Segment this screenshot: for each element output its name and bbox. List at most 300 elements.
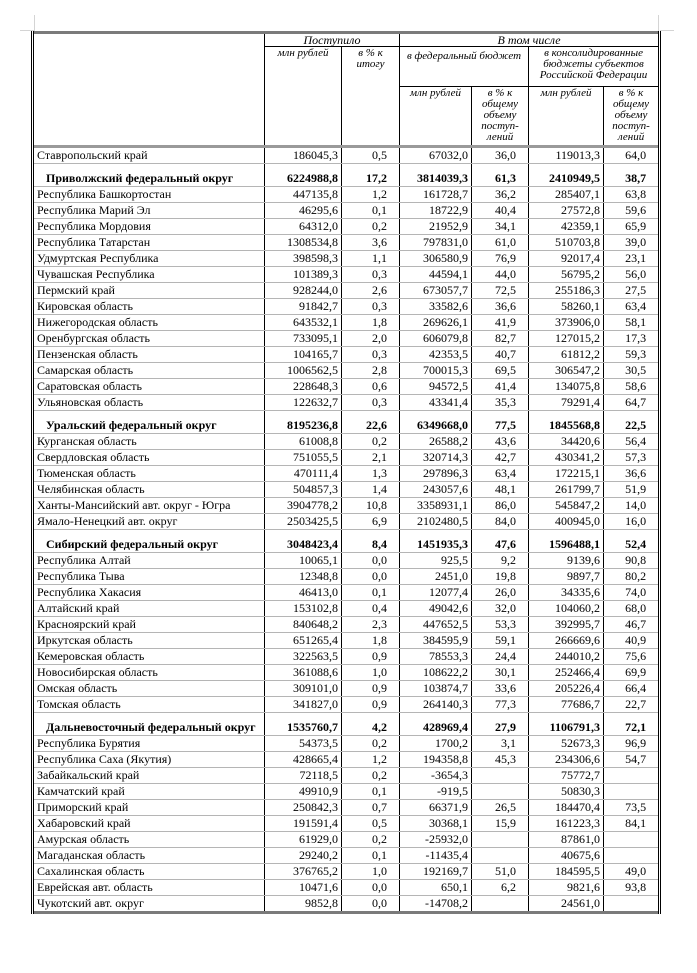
table-row: [33, 379, 660, 395]
federal-mln-cell: 700015,3: [400, 363, 472, 379]
received-pct-cell: 0,9: [342, 697, 400, 713]
federal-pct-cell: 15,9: [472, 816, 529, 832]
federal-pct-cell: 26,5: [472, 800, 529, 816]
federal-mln-cell: 26588,2: [400, 434, 472, 450]
federal-pct-cell: 36,2: [472, 187, 529, 203]
consolidated-pct-cell: 93,8: [604, 880, 660, 896]
received-pct-cell: 0,3: [342, 267, 400, 283]
consolidated-mln-cell: 127015,2: [529, 331, 604, 347]
region-name-cell: Камчатский край: [33, 784, 265, 800]
federal-mln-cell: -25932,0: [400, 832, 472, 848]
received-mln-cell: 228648,3: [265, 379, 342, 395]
table-row: [33, 267, 660, 283]
consolidated-pct-cell: 63,4: [604, 299, 660, 315]
received-mln-cell: 122632,7: [265, 395, 342, 411]
federal-mln-cell: 192169,7: [400, 864, 472, 880]
consolidated-pct-cell: 39,0: [604, 235, 660, 251]
district-row: [33, 164, 660, 187]
region-name-cell: Красноярский край: [33, 617, 265, 633]
header-consolidated-budgets: в консолидированные бюджеты субъектов Российской Федерации: [529, 47, 660, 87]
federal-mln-cell: 42353,5: [400, 347, 472, 363]
region-name-cell: Республика Тыва: [33, 569, 265, 585]
region-name-cell: Курганская область: [33, 434, 265, 450]
received-pct-cell: 2,8: [342, 363, 400, 379]
federal-mln-cell: 428969,4: [400, 713, 472, 736]
region-name-cell: Тюменская область: [33, 466, 265, 482]
federal-mln-cell: 1700,2: [400, 736, 472, 752]
received-mln-cell: 398598,3: [265, 251, 342, 267]
received-mln-cell: 29240,2: [265, 848, 342, 864]
consolidated-pct-cell: 49,0: [604, 864, 660, 880]
received-pct-cell: 0,1: [342, 784, 400, 800]
federal-mln-cell: 66371,9: [400, 800, 472, 816]
table-row: [33, 784, 660, 800]
region-name-cell: Республика Марий Эл: [33, 203, 265, 219]
crop-mark-top-right-h: [660, 30, 674, 31]
region-name-cell: Иркутская область: [33, 633, 265, 649]
consolidated-mln-cell: 42359,1: [529, 219, 604, 235]
received-pct-cell: 2,6: [342, 283, 400, 299]
received-pct-cell: 0,3: [342, 299, 400, 315]
received-pct-cell: 0,6: [342, 379, 400, 395]
consolidated-mln-cell: 77686,7: [529, 697, 604, 713]
consolidated-mln-cell: 234306,6: [529, 752, 604, 768]
consolidated-mln-cell: 255186,3: [529, 283, 604, 299]
header-region-blank: [33, 33, 265, 147]
received-pct-cell: 0,5: [342, 147, 400, 164]
received-mln-cell: 733095,1: [265, 331, 342, 347]
received-pct-cell: 0,5: [342, 816, 400, 832]
federal-mln-cell: 264140,3: [400, 697, 472, 713]
crop-mark-top-right-v: [658, 15, 659, 32]
federal-pct-cell: 53,3: [472, 617, 529, 633]
header-federal-budget: в федеральный бюджет: [400, 47, 529, 87]
region-name-cell: Алтайский край: [33, 601, 265, 617]
table-row: [33, 697, 660, 713]
consolidated-mln-cell: 52673,3: [529, 736, 604, 752]
region-name-cell: Республика Мордовия: [33, 219, 265, 235]
federal-pct-cell: 3,1: [472, 736, 529, 752]
table-row: [33, 768, 660, 784]
received-mln-cell: 428665,4: [265, 752, 342, 768]
received-mln-cell: 751055,5: [265, 450, 342, 466]
federal-pct-cell: 27,9: [472, 713, 529, 736]
consolidated-pct-cell: 74,0: [604, 585, 660, 601]
federal-mln-cell: 161728,7: [400, 187, 472, 203]
region-name-cell: Забайкальский край: [33, 768, 265, 784]
received-mln-cell: 504857,3: [265, 482, 342, 498]
consolidated-pct-cell: [604, 784, 660, 800]
federal-mln-cell: 447652,5: [400, 617, 472, 633]
received-pct-cell: 6,9: [342, 514, 400, 530]
federal-mln-cell: 3358931,1: [400, 498, 472, 514]
federal-pct-cell: 61,3: [472, 164, 529, 187]
received-pct-cell: 1,4: [342, 482, 400, 498]
region-name-cell: Пензенская область: [33, 347, 265, 363]
federal-pct-cell: [472, 848, 529, 864]
region-name-cell: Республика Бурятия: [33, 736, 265, 752]
received-pct-cell: 0,1: [342, 203, 400, 219]
consolidated-mln-cell: 184595,5: [529, 864, 604, 880]
received-pct-cell: 1,2: [342, 187, 400, 203]
federal-pct-cell: 86,0: [472, 498, 529, 514]
federal-pct-cell: 84,0: [472, 514, 529, 530]
consolidated-mln-cell: 266669,6: [529, 633, 604, 649]
received-pct-cell: 10,8: [342, 498, 400, 514]
federal-mln-cell: 78553,3: [400, 649, 472, 665]
region-name-cell: Самарская область: [33, 363, 265, 379]
consolidated-mln-cell: 104060,2: [529, 601, 604, 617]
consolidated-pct-cell: [604, 832, 660, 848]
received-mln-cell: 322563,5: [265, 649, 342, 665]
received-pct-cell: 0,0: [342, 880, 400, 896]
region-name-cell: Томская область: [33, 697, 265, 713]
consolidated-mln-cell: 27572,8: [529, 203, 604, 219]
table-row: [33, 848, 660, 864]
consolidated-mln-cell: 285407,1: [529, 187, 604, 203]
district-row: [33, 411, 660, 434]
table-row: [33, 331, 660, 347]
table-body: [33, 147, 660, 913]
federal-mln-cell: 103874,7: [400, 681, 472, 697]
received-mln-cell: 651265,4: [265, 633, 342, 649]
federal-mln-cell: -919,5: [400, 784, 472, 800]
consolidated-pct-cell: 27,5: [604, 283, 660, 299]
federal-mln-cell: 1451935,3: [400, 530, 472, 553]
consolidated-mln-cell: 252466,4: [529, 665, 604, 681]
table-row: [33, 251, 660, 267]
federal-mln-cell: 44594,1: [400, 267, 472, 283]
consolidated-pct-cell: 75,6: [604, 649, 660, 665]
federal-pct-cell: 36,0: [472, 147, 529, 164]
header-including: В том числе: [400, 33, 660, 47]
received-pct-cell: 1,1: [342, 251, 400, 267]
received-mln-cell: 1308534,8: [265, 235, 342, 251]
consolidated-pct-cell: [604, 896, 660, 913]
region-name-cell: Кемеровская область: [33, 649, 265, 665]
federal-mln-cell: 49042,6: [400, 601, 472, 617]
region-name-cell: Хабаровский край: [33, 816, 265, 832]
received-pct-cell: 0,2: [342, 736, 400, 752]
region-name-cell: Республика Саха (Якутия): [33, 752, 265, 768]
received-pct-cell: 22,6: [342, 411, 400, 434]
federal-pct-cell: 40,7: [472, 347, 529, 363]
received-pct-cell: 0,1: [342, 585, 400, 601]
consolidated-pct-cell: 68,0: [604, 601, 660, 617]
region-name-cell: Ханты-Мансийский авт. округ - Югра: [33, 498, 265, 514]
received-pct-cell: 0,9: [342, 681, 400, 697]
table-row: [33, 219, 660, 235]
received-mln-cell: 104165,7: [265, 347, 342, 363]
consolidated-pct-cell: 66,4: [604, 681, 660, 697]
received-mln-cell: 376765,2: [265, 864, 342, 880]
received-pct-cell: 1,0: [342, 665, 400, 681]
table-row: [33, 482, 660, 498]
consolidated-mln-cell: 400945,0: [529, 514, 604, 530]
table-row: [33, 896, 660, 913]
received-pct-cell: 1,0: [342, 864, 400, 880]
consolidated-pct-cell: 40,9: [604, 633, 660, 649]
federal-mln-cell: 297896,3: [400, 466, 472, 482]
consolidated-mln-cell: 87861,0: [529, 832, 604, 848]
region-name-cell: Уральский федеральный округ: [33, 411, 265, 434]
received-pct-cell: 8,4: [342, 530, 400, 553]
federal-pct-cell: 77,3: [472, 697, 529, 713]
consolidated-pct-cell: 16,0: [604, 514, 660, 530]
federal-mln-cell: 108622,2: [400, 665, 472, 681]
consolidated-mln-cell: 40675,6: [529, 848, 604, 864]
consolidated-pct-cell: 23,1: [604, 251, 660, 267]
table-row: [33, 585, 660, 601]
consolidated-mln-cell: 119013,3: [529, 147, 604, 164]
received-pct-cell: 0,0: [342, 569, 400, 585]
federal-pct-cell: 47,6: [472, 530, 529, 553]
crop-mark-top-left-v: [34, 15, 35, 32]
table-row: [33, 147, 660, 164]
consolidated-pct-cell: 63,8: [604, 187, 660, 203]
table-row: [33, 395, 660, 411]
consolidated-mln-cell: 2410949,5: [529, 164, 604, 187]
consolidated-mln-cell: 92017,4: [529, 251, 604, 267]
federal-mln-cell: 797831,0: [400, 235, 472, 251]
consolidated-pct-cell: 46,7: [604, 617, 660, 633]
federal-mln-cell: 3814039,3: [400, 164, 472, 187]
consolidated-pct-cell: 58,6: [604, 379, 660, 395]
region-name-cell: Омская область: [33, 681, 265, 697]
federal-mln-cell: 94572,5: [400, 379, 472, 395]
received-pct-cell: 0,0: [342, 896, 400, 913]
consolidated-mln-cell: 373906,0: [529, 315, 604, 331]
federal-pct-cell: 72,5: [472, 283, 529, 299]
consolidated-pct-cell: 64,7: [604, 395, 660, 411]
header-cons-mln: млн рублей: [529, 87, 604, 147]
federal-pct-cell: 26,0: [472, 585, 529, 601]
received-mln-cell: 61929,0: [265, 832, 342, 848]
region-name-cell: Нижегородская область: [33, 315, 265, 331]
received-pct-cell: 0,2: [342, 832, 400, 848]
federal-mln-cell: 673057,7: [400, 283, 472, 299]
received-mln-cell: 72118,5: [265, 768, 342, 784]
received-mln-cell: 8195236,8: [265, 411, 342, 434]
received-mln-cell: 10471,6: [265, 880, 342, 896]
consolidated-pct-cell: 30,5: [604, 363, 660, 379]
received-pct-cell: 4,2: [342, 713, 400, 736]
region-name-cell: Оренбургская область: [33, 331, 265, 347]
federal-pct-cell: 41,9: [472, 315, 529, 331]
consolidated-pct-cell: 90,8: [604, 553, 660, 569]
consolidated-pct-cell: 22,5: [604, 411, 660, 434]
federal-mln-cell: 606079,8: [400, 331, 472, 347]
table-row: [33, 880, 660, 896]
received-mln-cell: 341827,0: [265, 697, 342, 713]
federal-pct-cell: 63,4: [472, 466, 529, 482]
table-row: [33, 514, 660, 530]
region-name-cell: Сахалинская область: [33, 864, 265, 880]
table-row: [33, 832, 660, 848]
consolidated-mln-cell: 184470,4: [529, 800, 604, 816]
consolidated-mln-cell: 261799,7: [529, 482, 604, 498]
federal-mln-cell: -14708,2: [400, 896, 472, 913]
consolidated-pct-cell: 64,0: [604, 147, 660, 164]
federal-mln-cell: 21952,9: [400, 219, 472, 235]
received-mln-cell: 447135,8: [265, 187, 342, 203]
table-row: [33, 736, 660, 752]
table-row: [33, 315, 660, 331]
federal-pct-cell: 40,4: [472, 203, 529, 219]
federal-mln-cell: 18722,9: [400, 203, 472, 219]
consolidated-pct-cell: 22,7: [604, 697, 660, 713]
received-mln-cell: 49910,9: [265, 784, 342, 800]
federal-mln-cell: 12077,4: [400, 585, 472, 601]
consolidated-pct-cell: [604, 848, 660, 864]
table-row: [33, 553, 660, 569]
received-pct-cell: 0,1: [342, 848, 400, 864]
received-mln-cell: 153102,8: [265, 601, 342, 617]
consolidated-pct-cell: 72,1: [604, 713, 660, 736]
region-name-cell: Чувашская Республика: [33, 267, 265, 283]
federal-mln-cell: 2451,0: [400, 569, 472, 585]
federal-pct-cell: 45,3: [472, 752, 529, 768]
consolidated-mln-cell: 545847,2: [529, 498, 604, 514]
table-row: [33, 649, 660, 665]
received-pct-cell: 0,2: [342, 219, 400, 235]
federal-pct-cell: 76,9: [472, 251, 529, 267]
region-name-cell: Магаданская область: [33, 848, 265, 864]
received-pct-cell: 1,2: [342, 752, 400, 768]
region-name-cell: Новосибирская область: [33, 665, 265, 681]
federal-pct-cell: 9,2: [472, 553, 529, 569]
table-row: [33, 665, 660, 681]
consolidated-pct-cell: [604, 768, 660, 784]
consolidated-mln-cell: 510703,8: [529, 235, 604, 251]
consolidated-pct-cell: 59,3: [604, 347, 660, 363]
received-mln-cell: 643532,1: [265, 315, 342, 331]
consolidated-pct-cell: 65,9: [604, 219, 660, 235]
received-mln-cell: 470111,4: [265, 466, 342, 482]
consolidated-mln-cell: 244010,2: [529, 649, 604, 665]
district-row: [33, 713, 660, 736]
federal-mln-cell: 650,1: [400, 880, 472, 896]
table-row: [33, 363, 660, 379]
consolidated-pct-cell: 17,3: [604, 331, 660, 347]
federal-mln-cell: 2102480,5: [400, 514, 472, 530]
received-mln-cell: 361088,6: [265, 665, 342, 681]
consolidated-mln-cell: 161223,3: [529, 816, 604, 832]
region-name-cell: Республика Хакасия: [33, 585, 265, 601]
region-name-cell: Сибирский федеральный округ: [33, 530, 265, 553]
consolidated-mln-cell: 50830,3: [529, 784, 604, 800]
table-row: [33, 299, 660, 315]
consolidated-mln-cell: 58260,1: [529, 299, 604, 315]
federal-pct-cell: 19,8: [472, 569, 529, 585]
received-mln-cell: 46413,0: [265, 585, 342, 601]
table-row: [33, 347, 660, 363]
region-name-cell: Еврейская авт. область: [33, 880, 265, 896]
consolidated-mln-cell: 1845568,8: [529, 411, 604, 434]
received-pct-cell: 2,1: [342, 450, 400, 466]
region-name-cell: Удмуртская Республика: [33, 251, 265, 267]
federal-mln-cell: 194358,8: [400, 752, 472, 768]
region-name-cell: Чукотский авт. округ: [33, 896, 265, 913]
federal-pct-cell: 44,0: [472, 267, 529, 283]
consolidated-mln-cell: 24561,0: [529, 896, 604, 913]
consolidated-mln-cell: 392995,7: [529, 617, 604, 633]
header-received-pct: в % к итогу: [342, 47, 400, 147]
region-name-cell: Саратовская область: [33, 379, 265, 395]
federal-mln-cell: -11435,4: [400, 848, 472, 864]
consolidated-mln-cell: 9897,7: [529, 569, 604, 585]
received-mln-cell: 191591,4: [265, 816, 342, 832]
consolidated-mln-cell: 61812,2: [529, 347, 604, 363]
header-received-mln: млн рублей: [265, 47, 342, 147]
region-name-cell: Свердловская область: [33, 450, 265, 466]
table-row: [33, 434, 660, 450]
table-row: [33, 203, 660, 219]
consolidated-mln-cell: 79291,4: [529, 395, 604, 411]
header-received: Поступило: [265, 33, 400, 47]
consolidated-pct-cell: 54,7: [604, 752, 660, 768]
consolidated-pct-cell: 56,0: [604, 267, 660, 283]
region-name-cell: Ульяновская область: [33, 395, 265, 411]
received-mln-cell: 1535760,7: [265, 713, 342, 736]
federal-mln-cell: 306580,9: [400, 251, 472, 267]
consolidated-mln-cell: 56795,2: [529, 267, 604, 283]
federal-mln-cell: 33582,6: [400, 299, 472, 315]
table-row: [33, 450, 660, 466]
received-mln-cell: 928244,0: [265, 283, 342, 299]
received-pct-cell: 1,8: [342, 315, 400, 331]
consolidated-mln-cell: 34420,6: [529, 434, 604, 450]
federal-pct-cell: 35,3: [472, 395, 529, 411]
received-mln-cell: 840648,2: [265, 617, 342, 633]
header-cons-pct: в % к общему объему поступ-лений: [604, 87, 660, 147]
table-row: [33, 569, 660, 585]
federal-pct-cell: 69,5: [472, 363, 529, 379]
consolidated-pct-cell: 58,1: [604, 315, 660, 331]
federal-mln-cell: 30368,1: [400, 816, 472, 832]
consolidated-pct-cell: 36,6: [604, 466, 660, 482]
received-pct-cell: 0,0: [342, 553, 400, 569]
consolidated-mln-cell: 172215,1: [529, 466, 604, 482]
consolidated-pct-cell: 80,2: [604, 569, 660, 585]
federal-mln-cell: 925,5: [400, 553, 472, 569]
consolidated-mln-cell: 9821,6: [529, 880, 604, 896]
table-row: [33, 498, 660, 514]
consolidated-pct-cell: 38,7: [604, 164, 660, 187]
federal-pct-cell: 24,4: [472, 649, 529, 665]
table-row: [33, 617, 660, 633]
received-mln-cell: 9852,8: [265, 896, 342, 913]
consolidated-pct-cell: 14,0: [604, 498, 660, 514]
received-pct-cell: 1,8: [342, 633, 400, 649]
consolidated-mln-cell: 306547,2: [529, 363, 604, 379]
consolidated-pct-cell: 96,9: [604, 736, 660, 752]
region-name-cell: Амурская область: [33, 832, 265, 848]
received-mln-cell: 91842,7: [265, 299, 342, 315]
federal-pct-cell: 33,6: [472, 681, 529, 697]
federal-mln-cell: 384595,9: [400, 633, 472, 649]
received-mln-cell: 186045,3: [265, 147, 342, 164]
federal-mln-cell: 320714,3: [400, 450, 472, 466]
region-name-cell: Дальневосточный федеральный округ: [33, 713, 265, 736]
federal-mln-cell: 6349668,0: [400, 411, 472, 434]
table-row: [33, 752, 660, 768]
table-row: [33, 864, 660, 880]
region-name-cell: Пермский край: [33, 283, 265, 299]
region-name-cell: Ставропольский край: [33, 147, 265, 164]
federal-mln-cell: 243057,6: [400, 482, 472, 498]
received-mln-cell: 309101,0: [265, 681, 342, 697]
